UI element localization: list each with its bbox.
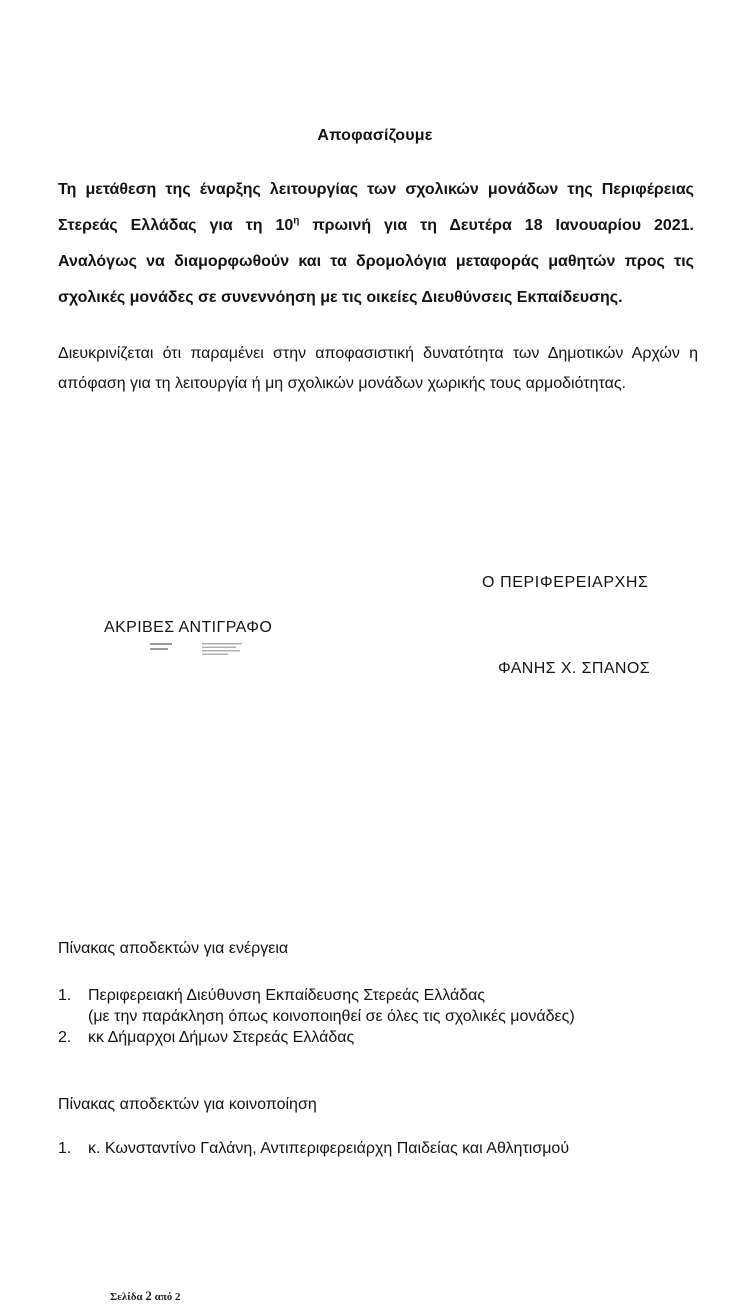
list-item-text: κκ Δήμαρχοι Δήμων Στερεάς Ελλάδας [88,1029,355,1046]
clarification-text [58,339,698,399]
page-label: Σελίδα [110,1291,143,1303]
ordinal-superscript: η [293,215,300,227]
exact-copy-label: ΑΚΡΙΒΕΣ ΑΝΤΙΓΡΑΦΟ [104,619,273,636]
decision-line: Τη μετάθεση της έναρξης λειτουργίας των σχολικών μονάδων της Περιφέρειας [58,181,694,198]
list-item-number: 1. [58,1140,72,1157]
list-item-text: Περιφερειακή Διεύθυνση Εκπαίδευσης Στερεάς Ελλάδας [88,987,486,1004]
page-total: 2 [174,1291,181,1303]
decision-heading: Αποφασίζουμε [317,127,433,144]
clarification-line: Διευκρινίζεται ότι παραμένει στην αποφασιστική δυνατότητα των Δημοτικών Αρχών η [58,345,698,362]
page-current: 2 [145,1288,152,1303]
list-item-number: 1. [58,987,72,1004]
action-recipients-list [58,985,708,1048]
decision-line-start: Στερεάς Ελλάδας για τη 10 [58,217,294,234]
notify-recipients-list [58,1138,708,1159]
signatory-name: ΦΑΝΗΣ Χ. ΣΠΑΝΟΣ [498,660,650,677]
notify-recipients-title: Πίνακας αποδεκτών για κοινοποίηση [58,1096,317,1113]
decision-text [58,172,694,316]
action-recipients-title: Πίνακας αποδεκτών για ενέργεια [58,940,289,957]
decision-line: σχολικές μονάδες σε συνεννόηση με τις οικείες Διευθύνσεις Εκπαίδευσης. [58,289,623,306]
decision-line-end: πρωινή για τη Δευτέρα 18 Ιανουαρίου 2021. [299,217,695,234]
list-item [58,985,708,1027]
list-item-text: κ. Κωνσταντίνο Γαλάνη, Αντιπεριφερειάρχη Παιδείας και Αθλητισμού [88,1140,570,1157]
clarification-line: απόφαση για τη λειτουργία ή μη σχολικών μονάδων χωρικής τους αρμοδιότητας. [58,375,626,392]
list-item [58,1027,708,1048]
page-number [110,1288,180,1304]
page-separator: από [154,1291,173,1303]
list-item [58,1138,708,1159]
list-item-number: 2. [58,1029,72,1046]
signatory-title: Ο ΠΕΡΙΦΕΡΕΙΑΡΧΗΣ [482,574,649,591]
decision-line: Αναλόγως να διαμορφωθούν και τα δρομολόγια μεταφοράς μαθητών προς τις [58,253,694,270]
list-item-note: (με την παράκληση όπως κοινοποιηθεί σε όλες τις σχολικές μονάδες) [88,1008,575,1025]
decision-line [58,208,694,244]
digital-signature-stamp [150,642,260,656]
